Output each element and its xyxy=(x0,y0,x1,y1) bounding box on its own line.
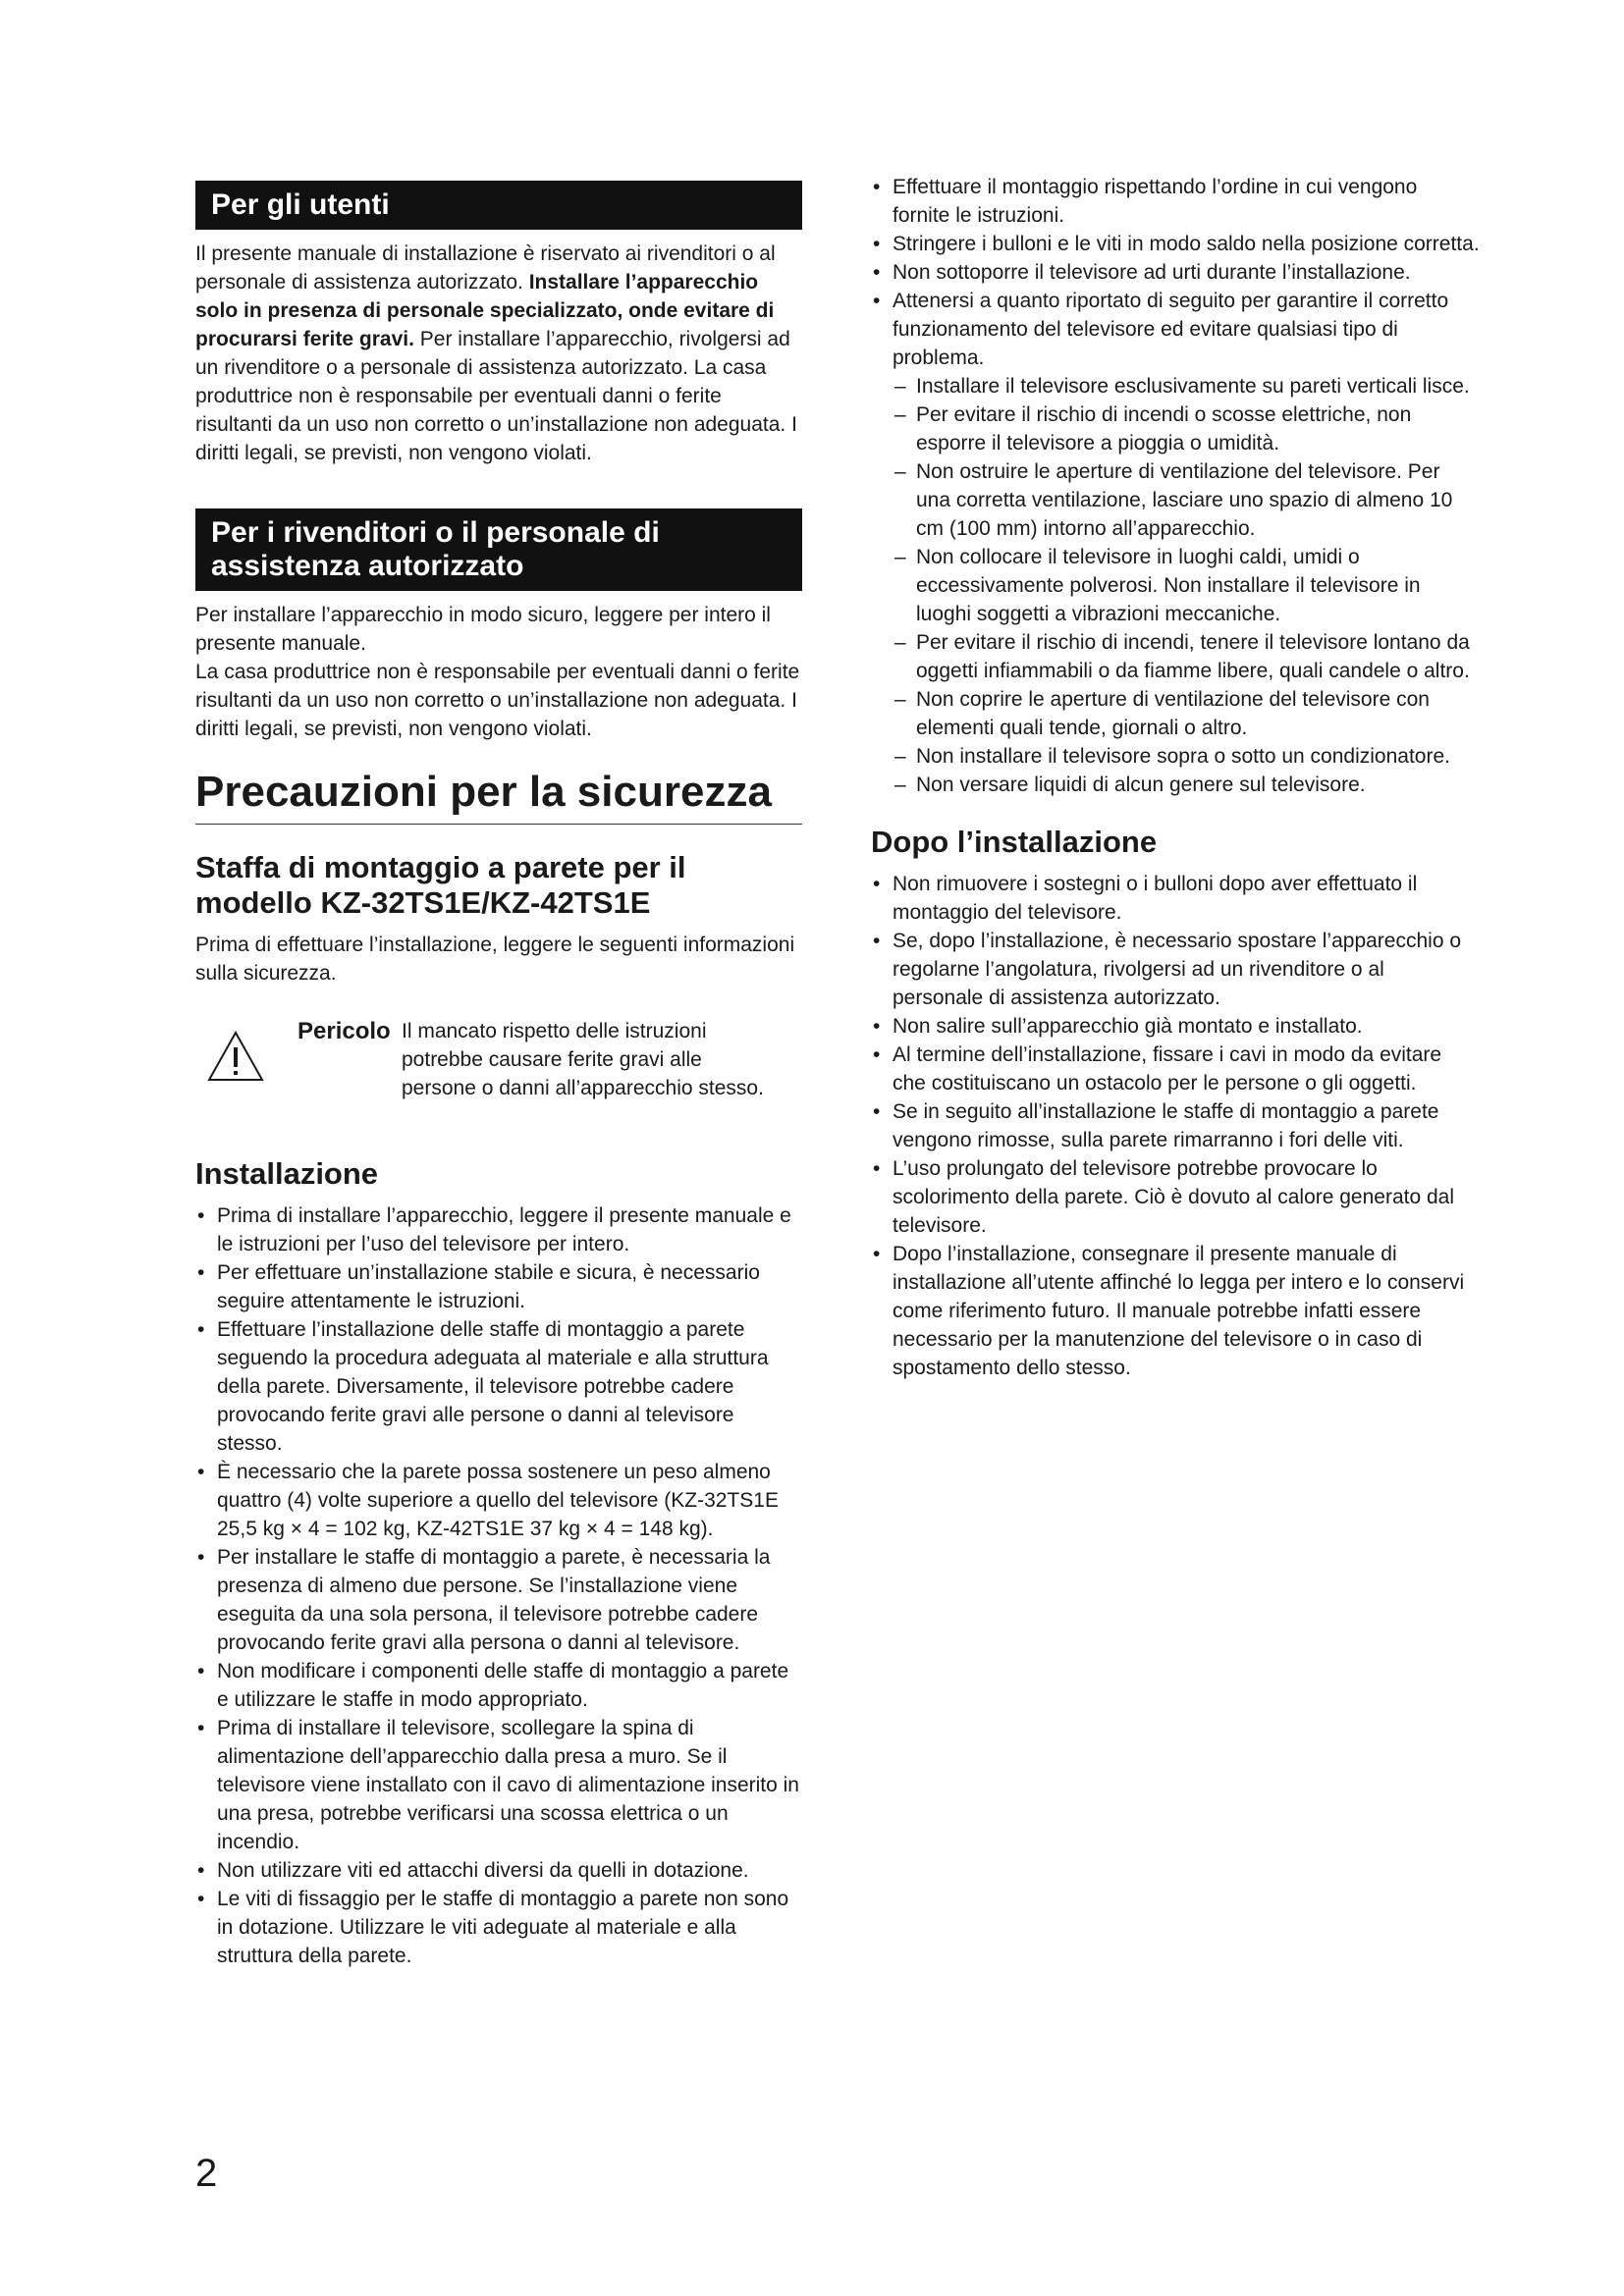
list-item: • Non utilizzare viti ed attacchi diversi da quelli in dotazione. xyxy=(195,1856,802,1885)
dealers-text-1: Per installare l’apparecchio in modo sicuro, leggere per intero il presente manuale. xyxy=(195,604,771,655)
list-item: • Se, dopo l’installazione, è necessario spostare l’apparecchio o regolarne l’angolatura, rivolgersi ad un rivenditore o al personale di assistenza autorizzato. xyxy=(871,927,1480,1012)
list-item: • Prima di installare il televisore, scollegare la spina di alimentazione dell’apparecchio dalla presa a muro. Se il televisore viene installato con il cavo di alimentazione inserito in una presa, potrebbe verificarsi una scossa elettrica o un incendio. xyxy=(195,1714,802,1856)
users-paragraph xyxy=(195,240,802,467)
list-item: • L’uso prolungato del televisore potrebbe provocare lo scolorimento della parete. Ciò è dovuto al calore generato dal televisore. xyxy=(871,1154,1480,1240)
install-list xyxy=(195,1201,802,1970)
list-item: • Dopo l’installazione, consegnare il presente manuale di installazione all’utente affinché lo legga per intero e lo conservi come riferimento futuro. Il manuale potrebbe infatti essere necessario per la manutenzione del televisore o in caso di spostamento dello stesso. xyxy=(871,1240,1480,1382)
list-item: • Le viti di fissaggio per le staffe di montaggio a parete non sono in dotazione. Utilizzare le viti adeguate al materiale e alla struttura della parete. xyxy=(195,1885,802,1970)
dash-item: – Installare il televisore esclusivamente su pareti verticali lisce. xyxy=(893,372,1480,400)
right-column xyxy=(871,173,1480,1382)
users-text-2: Per installare l’apparecchio, rivolgersi ad un rivenditore o a personale di assistenza autorizzato. La casa produttrice non è responsabile per eventuali danni o ferite risultanti da un uso non corretto o un’installazione non adeguata. I diritti legali, se previsti, non vengono violati. xyxy=(195,328,797,464)
precautions-list xyxy=(871,173,1480,372)
after-install-heading: Dopo l’installazione xyxy=(871,825,1158,859)
warning-triangle-icon xyxy=(207,1031,264,1082)
list-item: • Per effettuare un’installazione stabile e sicura, è necessario seguire attentamente le istruzioni. xyxy=(195,1258,802,1315)
list-item: • Effettuare il montaggio rispettando l’ordine in cui vengono fornite le istruzioni. xyxy=(871,173,1480,230)
danger-notice xyxy=(195,1017,802,1135)
left-column xyxy=(195,181,802,1970)
list-item: • Se in seguito all’installazione le staffe di montaggio a parete vengono rimosse, sulla parete rimarranno i fori delle viti. xyxy=(871,1097,1480,1154)
list-item: • Non rimuovere i sostegni o i bulloni dopo aver effettuato il montaggio del televisore. xyxy=(871,870,1480,927)
list-item: • Non modificare i componenti delle staffe di montaggio a parete e utilizzare le staffe in modo appropriato. xyxy=(195,1657,802,1714)
install-heading: Installazione xyxy=(195,1156,379,1191)
users-text-bold: Installare l’apparecchio solo in presenza di personale specializzato, onde evitare di procurarsi ferite gravi. xyxy=(195,271,775,350)
list-item: • Effettuare l’installazione delle staffe di montaggio a parete seguendo la procedura adeguata al materiale e alla struttura della parete. Diversamente, il televisore potrebbe cadere provocando ferite gravi alle persone o danni al televisore stesso. xyxy=(195,1315,802,1458)
dealers-text-2: La casa produttrice non è responsabile per eventuali danni o ferite risultanti da un uso non corretto o un’installazione non adeguata. I diritti legali, se previsti, non vengono violati. xyxy=(195,661,800,740)
dash-item: – Non installare il televisore sopra o sotto un condizionatore. xyxy=(893,742,1480,771)
list-item: • È necessario che la parete possa sostenere un peso almeno quattro (4) volte superiore a quello del televisore (KZ-32TS1E 25,5 kg × 4 = 102 kg, KZ-42TS1E 37 kg × 4 = 148 kg). xyxy=(195,1458,802,1543)
list-item: • Non salire sull’apparecchio già montato e installato. xyxy=(871,1012,1480,1041)
dash-item: – Non versare liquidi di alcun genere sul televisore. xyxy=(893,771,1480,799)
dash-item: – Non collocare il televisore in luoghi caldi, umidi o eccessivamente polverosi. Non installare il televisore in luoghi soggetti a vibrazioni meccaniche. xyxy=(893,543,1480,628)
danger-text: Il mancato rispetto delle istruzioni potrebbe causare ferite gravi alle persone o danni all’apparecchio stesso. xyxy=(402,1020,764,1099)
dash-item: – Non coprire le aperture di ventilazione del televisore con elementi quali tende, giornali o altro. xyxy=(893,685,1480,742)
conditions-list xyxy=(871,372,1480,799)
list-item: • Attenersi a quanto riportato di seguito per garantire il corretto funzionamento del televisore ed evitare qualsiasi tipo di problema. xyxy=(871,287,1480,372)
dash-item: – Per evitare il rischio di incendi, tenere il televisore lontano da oggetti infiammabili o da fiamme libere, quali candele o altro. xyxy=(893,628,1480,685)
users-heading: Per gli utenti xyxy=(195,181,802,230)
after-install-list xyxy=(871,870,1480,1382)
users-text-1: Il presente manuale di installazione è riservato ai rivenditori o al personale di assistenza autorizzato. xyxy=(195,242,776,294)
list-item: • Al termine dell’installazione, fissare i cavi in modo da evitare che costituiscano un ostacolo per le persone o gli oggetti. xyxy=(871,1041,1480,1097)
list-item: • Prima di installare l’apparecchio, leggere il presente manuale e le istruzioni per l’uso del televisore per intero. xyxy=(195,1201,802,1258)
page-number: 2 xyxy=(195,2152,218,2195)
list-item: • Stringere i bulloni e le viti in modo saldo nella posizione corretta. xyxy=(871,230,1480,258)
list-item: • Non sottoporre il televisore ad urti durante l’installazione. xyxy=(871,258,1480,287)
bracket-heading: Staffa di montaggio a parete per il modello KZ-32TS1E/KZ-42TS1E xyxy=(195,850,686,920)
list-item: • Per installare le staffe di montaggio a parete, è necessaria la presenza di almeno due persone. Se l’installazione viene eseguita da una sola persona, il televisore potrebbe cadere provocando ferite gravi alla persona o danni al televisore. xyxy=(195,1543,802,1657)
bracket-intro: Prima di effettuare l’installazione, leggere le seguenti informazioni sulla sicurezza. xyxy=(195,934,795,985)
dash-item: – Per evitare il rischio di incendi o scosse elettriche, non esporre il televisore a pioggia o umidità. xyxy=(893,400,1480,457)
dealers-heading: Per i rivenditori o il personale di assistenza autorizzato xyxy=(195,508,802,591)
safety-title: Precauzioni per la sicurezza xyxy=(195,767,802,825)
danger-label: Pericolo xyxy=(298,1018,391,1044)
dash-item: – Non ostruire le aperture di ventilazione del televisore. Per una corretta ventilazione, lasciare uno spazio di almeno 10 cm (100 mm) intorno all’apparecchio. xyxy=(893,457,1480,543)
